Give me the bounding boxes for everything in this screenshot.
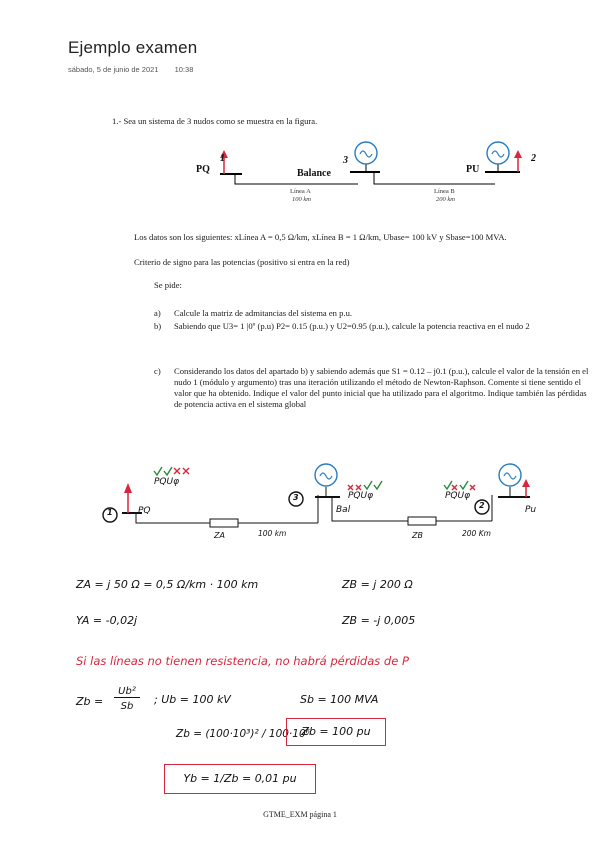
data-line: Los datos son los siguientes: xLínea A = 0,5 Ω/km, xLínea B = 1 Ω/km, Ubase= 100 kV y Sbase=100 MVA. <box>134 232 507 242</box>
asks-label: Se pide: <box>154 280 182 290</box>
hw-zb-eq: ZB = j 200 Ω <box>342 578 413 591</box>
hw-pq-label: PQ <box>138 506 151 516</box>
item-a-mark: a) <box>154 308 161 318</box>
hw-zb-calc: Zb = (100·10³)² / 100·10⁶ <box>176 728 310 740</box>
hw-len-a: 100 km <box>258 529 287 538</box>
printed-diagram <box>180 136 560 216</box>
hw-pquphi-2: PQUφ <box>445 491 471 501</box>
hw-za-eq: ZA = j 50 Ω = 0,5 Ω/km · 100 km <box>76 578 259 591</box>
item-a-text: Calcule la matriz de admitancias del sistema en p.u. <box>174 308 353 318</box>
time-text: 10:38 <box>174 65 194 74</box>
hw-node-3: 3 <box>293 493 299 502</box>
hw-sb-eq: Sb = 100 MVA <box>300 693 379 706</box>
page-date <box>68 65 207 74</box>
node-3-number: 3 <box>343 155 348 166</box>
hw-len-b: 200 Km <box>462 529 491 538</box>
node-pq-label: PQ <box>196 164 210 175</box>
item-b-text: Sabiendo que U3= 1 |0º (p.u) P2= 0.15 (p.u.) y U2=0.95 (p.u.), calcule la potencia reactiva en el nudo 2 <box>174 321 530 331</box>
hw-zb-result-box: Zb = 100 pu <box>286 718 386 746</box>
line-b-length: 200 km <box>436 196 455 203</box>
hw-arrow-1 <box>124 483 132 493</box>
arrow-2-head <box>514 150 522 158</box>
hw-zbase-lhs: Zb = <box>76 695 104 708</box>
hw-zb-label: ZB <box>412 531 423 540</box>
hw-za-label: ZA <box>214 531 225 540</box>
item-b-mark: b) <box>154 321 162 331</box>
line-a-name: Línea A <box>290 188 311 195</box>
hw-node-2: 2 <box>479 501 485 510</box>
node-1-number: 1 <box>220 153 225 164</box>
page-footer: GTME_EXM página 1 <box>263 810 337 819</box>
za-impedance <box>210 519 238 527</box>
node-pu-label: PU <box>466 164 480 175</box>
hw-pquphi-1: PQUφ <box>154 477 180 487</box>
hw-bal-label: Bal <box>336 505 351 515</box>
sign-criterion: Criterio de signo para las potencias (positivo si entra en la red) <box>134 257 350 267</box>
zb-impedance <box>408 517 436 525</box>
page-title: Ejemplo examen <box>68 38 198 57</box>
hw-ub-eq: ; Ub = 100 kV <box>154 693 231 706</box>
node-bal-label: Balance <box>297 168 331 179</box>
hw-zbase-den: Sb <box>120 701 134 712</box>
hw-pu-label: Pu <box>525 505 537 515</box>
hw-yb-eq: ZB = -j 0,005 <box>342 614 416 627</box>
hw-node-1: 1 <box>107 508 113 517</box>
hw-arrow-2 <box>522 479 530 487</box>
hw-yb-result-box: Yb = 1/Zb = 0,01 pu <box>164 764 316 794</box>
hw-note-red: Si las líneas no tienen resistencia, no habrá pérdidas de P <box>76 654 409 668</box>
line-a-length: 100 km <box>292 196 311 203</box>
problem-intro: 1.- Sea un sistema de 3 nudos como se muestra en la figura. <box>112 116 318 126</box>
hw-ya-eq: YA = -0,02j <box>76 614 138 627</box>
hw-pquphi-3: PQUφ <box>348 491 374 501</box>
line-b-name: Línea B <box>434 188 455 195</box>
handwritten-diagram <box>90 455 570 555</box>
item-c-text: Considerando los datos del apartado b) y sabiendo además que S1 = 0.12 – j0.1 (p.u.), calcule el valor de la tensión en el nudo 1 (módulo y argumento) tras una iteración utilizando el método de Newton-Raphson. Comente si tiene sentido el valor que ha obtenido. Indique el valor del punto inicial que ha utilizado para el algoritmo. Indique también las pérdidas de potencia activa en el sistema global <box>174 366 589 409</box>
item-c-mark: c) <box>154 366 161 376</box>
node-2-number: 2 <box>531 153 536 164</box>
date-text: sábado, 5 de junio de 2021 <box>68 65 159 74</box>
hw-zbase-num: Ub² <box>114 686 140 698</box>
